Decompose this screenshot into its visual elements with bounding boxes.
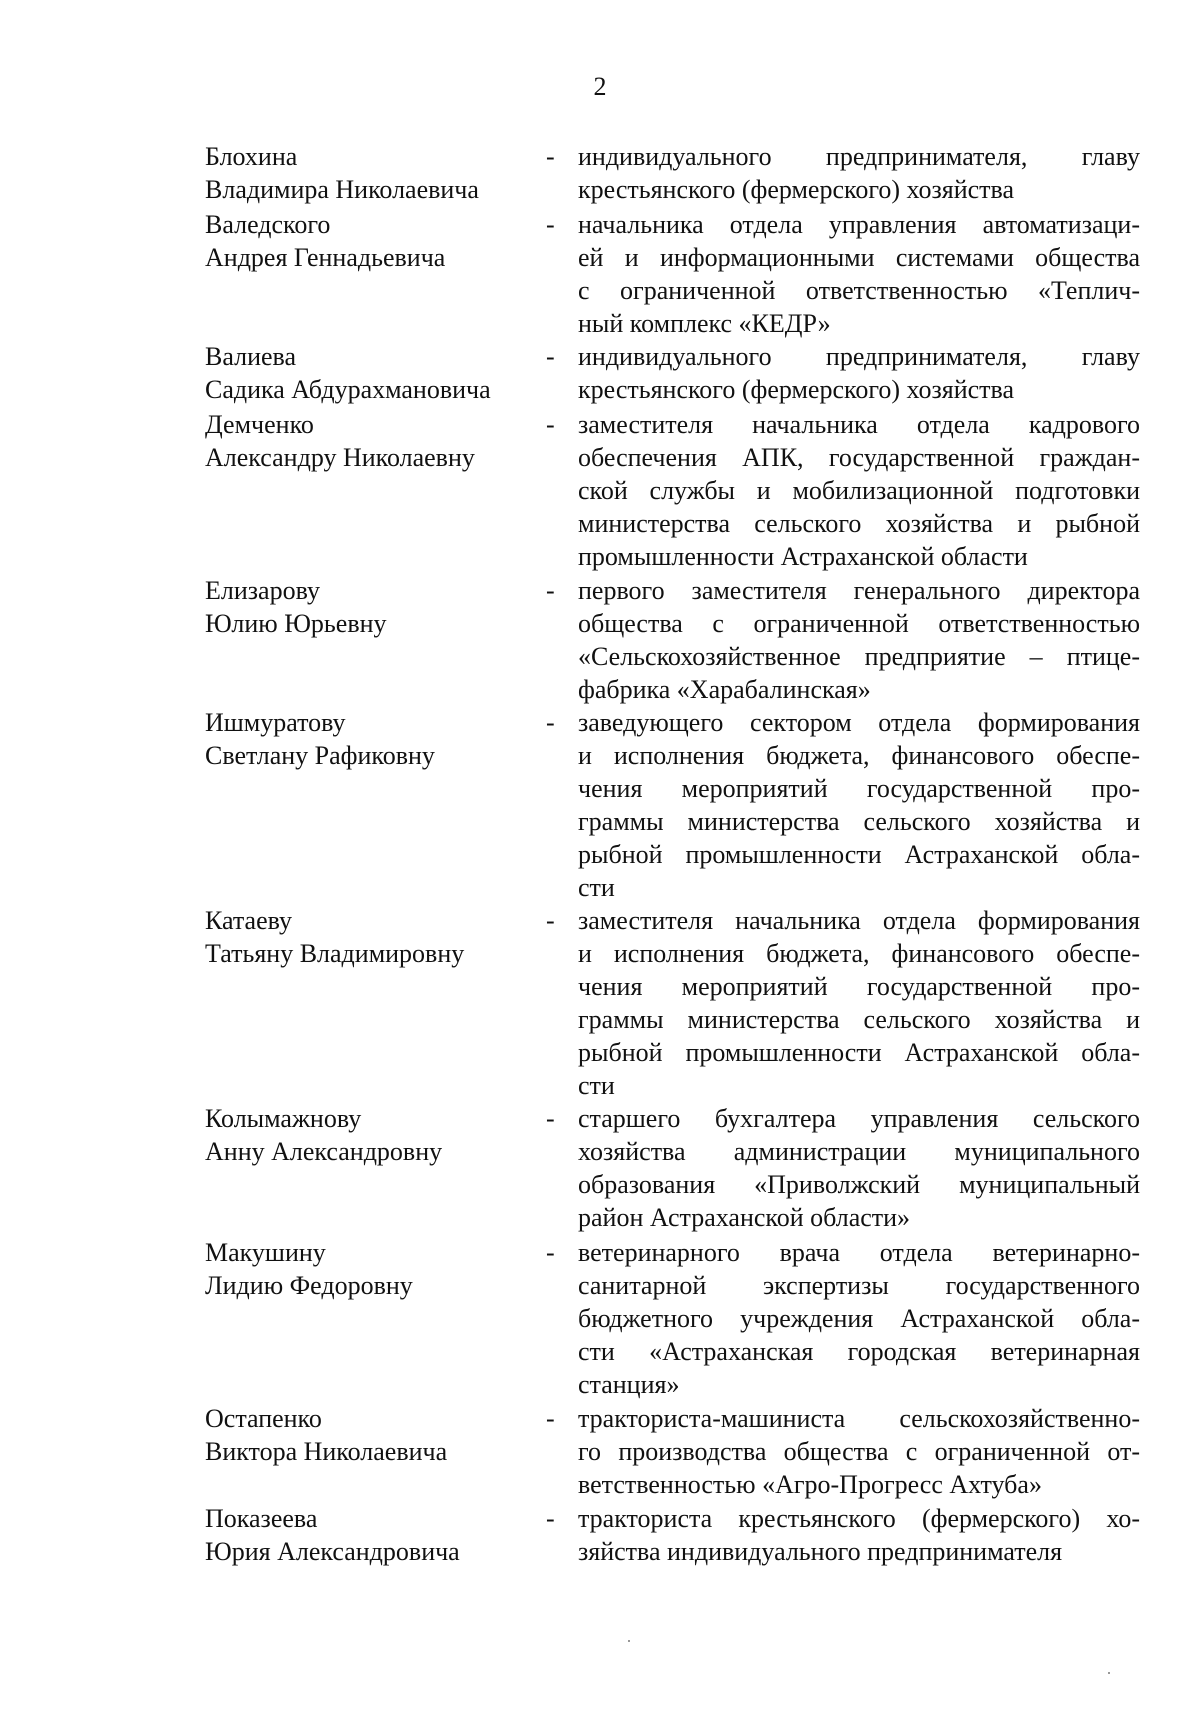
- person-name: [205, 140, 535, 206]
- description-line: промышленности Астраханской области: [578, 542, 1028, 571]
- person-name: [205, 408, 535, 474]
- description-line: район Астраханской области»: [578, 1203, 911, 1232]
- person-given-names: Татьяну Владимировну: [205, 939, 465, 968]
- description-line: станция»: [578, 1370, 680, 1399]
- person-name: [205, 1402, 535, 1468]
- person-surname: Остапенко: [205, 1404, 322, 1433]
- description-line: го производства общества с ограниченной от-: [578, 1437, 1140, 1466]
- description-line: крестьянского (фермерского) хозяйства: [578, 375, 1015, 404]
- description-line: индивидуального предпринимателя, главу: [578, 142, 1140, 171]
- page-number: 2: [593, 72, 607, 101]
- person-name: [205, 340, 535, 406]
- dash-separator: -: [546, 410, 555, 439]
- description-line: и исполнения бюджета, финансового обеспе-: [578, 939, 1140, 968]
- person-surname: Катаеву: [205, 906, 293, 935]
- dash-separator: -: [546, 210, 555, 239]
- description-line: санитарной экспертизы государственного: [578, 1271, 1140, 1300]
- person-given-names: Андрея Геннадьевича: [205, 243, 446, 272]
- description-line: граммы министерства сельского хозяйства и: [578, 1005, 1140, 1034]
- description-line: заместителя начальника отдела формирования: [578, 906, 1140, 935]
- dash-separator: -: [546, 1504, 555, 1533]
- description-line: чения мероприятий государственной про-: [578, 774, 1140, 803]
- dash-separator: -: [546, 1104, 555, 1133]
- position-description: [578, 574, 1140, 706]
- description-line: общества с ограниченной ответственностью: [578, 609, 1140, 638]
- description-line: ный комплекс «КЕДР»: [578, 309, 831, 338]
- description-line: ей и информационными системами общества: [578, 243, 1140, 272]
- description-line: хозяйства администрации муниципального: [578, 1137, 1140, 1166]
- description-line: старшего бухгалтера управления сельского: [578, 1104, 1140, 1133]
- person-surname: Показеева: [205, 1504, 318, 1533]
- position-description: [578, 1236, 1140, 1401]
- person-given-names: Анну Александровну: [205, 1137, 443, 1166]
- position-description: [578, 706, 1140, 904]
- position-description: [578, 1402, 1140, 1501]
- position-description: [578, 1502, 1140, 1568]
- person-given-names: Лидию Федоровну: [205, 1271, 413, 1300]
- description-line: министерства сельского хозяйства и рыбной: [578, 509, 1140, 538]
- description-line: с ограниченной ответственностью «Теплич-: [578, 276, 1140, 305]
- description-line: граммы министерства сельского хозяйства и: [578, 807, 1140, 836]
- person-name: [205, 1102, 535, 1168]
- description-line: чения мероприятий государственной про-: [578, 972, 1140, 1001]
- position-description: [578, 140, 1140, 206]
- description-line: сти: [578, 873, 615, 902]
- description-line: первого заместителя генерального директора: [578, 576, 1140, 605]
- position-description: [578, 340, 1140, 406]
- person-name: [205, 208, 535, 274]
- description-line: начальника отдела управления автоматизаци-: [578, 210, 1140, 239]
- person-name: [205, 904, 535, 970]
- person-given-names: Владимира Николаевича: [205, 175, 479, 204]
- description-line: тракториста крестьянского (фермерского) хо-: [578, 1504, 1140, 1533]
- description-line: сти «Астраханская городская ветеринарная: [578, 1337, 1140, 1366]
- position-description: [578, 1102, 1140, 1234]
- person-name: [205, 1502, 535, 1568]
- person-given-names: Садика Абдурахмановича: [205, 375, 491, 404]
- person-name: [205, 574, 535, 640]
- description-line: ской службы и мобилизационной подготовки: [578, 476, 1140, 505]
- description-line: бюджетного учреждения Астраханской обла-: [578, 1304, 1140, 1333]
- person-surname: Блохина: [205, 142, 298, 171]
- person-surname: Елизарову: [205, 576, 320, 605]
- person-given-names: Александру Николаевну: [205, 443, 475, 472]
- description-line: крестьянского (фермерского) хозяйства: [578, 175, 1015, 204]
- position-description: [578, 904, 1140, 1102]
- person-given-names: Светлану Рафиковну: [205, 741, 435, 770]
- description-line: индивидуального предпринимателя, главу: [578, 342, 1140, 371]
- person-name: [205, 1236, 535, 1302]
- person-surname: Валиева: [205, 342, 297, 371]
- person-surname: Ишмуратову: [205, 708, 346, 737]
- description-line: рыбной промышленности Астраханской обла-: [578, 1038, 1140, 1067]
- position-description: [578, 208, 1140, 340]
- person-given-names: Юрия Александровича: [205, 1537, 460, 1566]
- dash-separator: -: [546, 142, 555, 171]
- description-line: «Сельскохозяйственное предприятие – птице-: [578, 642, 1140, 671]
- dash-separator: -: [546, 906, 555, 935]
- position-description: [578, 408, 1140, 573]
- dash-separator: -: [546, 708, 555, 737]
- description-line: заместителя начальника отдела кадрового: [578, 410, 1140, 439]
- person-surname: Колымажнову: [205, 1104, 362, 1133]
- person-name: [205, 706, 535, 772]
- description-line: заведующего сектором отдела формирования: [578, 708, 1140, 737]
- description-line: и исполнения бюджета, финансового обеспе-: [578, 741, 1140, 770]
- scan-speck: [628, 1640, 630, 1642]
- description-line: зяйства индивидуального предпринимателя: [578, 1537, 1063, 1566]
- description-line: ветеринарного врача отдела ветеринарно-: [578, 1238, 1140, 1267]
- person-surname: Валедского: [205, 210, 331, 239]
- person-given-names: Юлию Юрьевну: [205, 609, 387, 638]
- dash-separator: -: [546, 576, 555, 605]
- scan-speck: [1108, 1672, 1110, 1674]
- dash-separator: -: [546, 1404, 555, 1433]
- dash-separator: -: [546, 1238, 555, 1267]
- description-line: обеспечения АПК, государственной граждан-: [578, 443, 1140, 472]
- description-line: рыбной промышленности Астраханской обла-: [578, 840, 1140, 869]
- description-line: ветственностью «Агро-Прогресс Ахтуба»: [578, 1470, 1042, 1499]
- person-surname: Демченко: [205, 410, 314, 439]
- dash-separator: -: [546, 342, 555, 371]
- description-line: фабрика «Харабалинская»: [578, 675, 871, 704]
- description-line: тракториста-машиниста сельскохозяйственно-: [578, 1404, 1140, 1433]
- description-line: образования «Приволжский муниципальный: [578, 1170, 1140, 1199]
- person-given-names: Виктора Николаевича: [205, 1437, 448, 1466]
- person-surname: Макушину: [205, 1238, 326, 1267]
- description-line: сти: [578, 1071, 615, 1100]
